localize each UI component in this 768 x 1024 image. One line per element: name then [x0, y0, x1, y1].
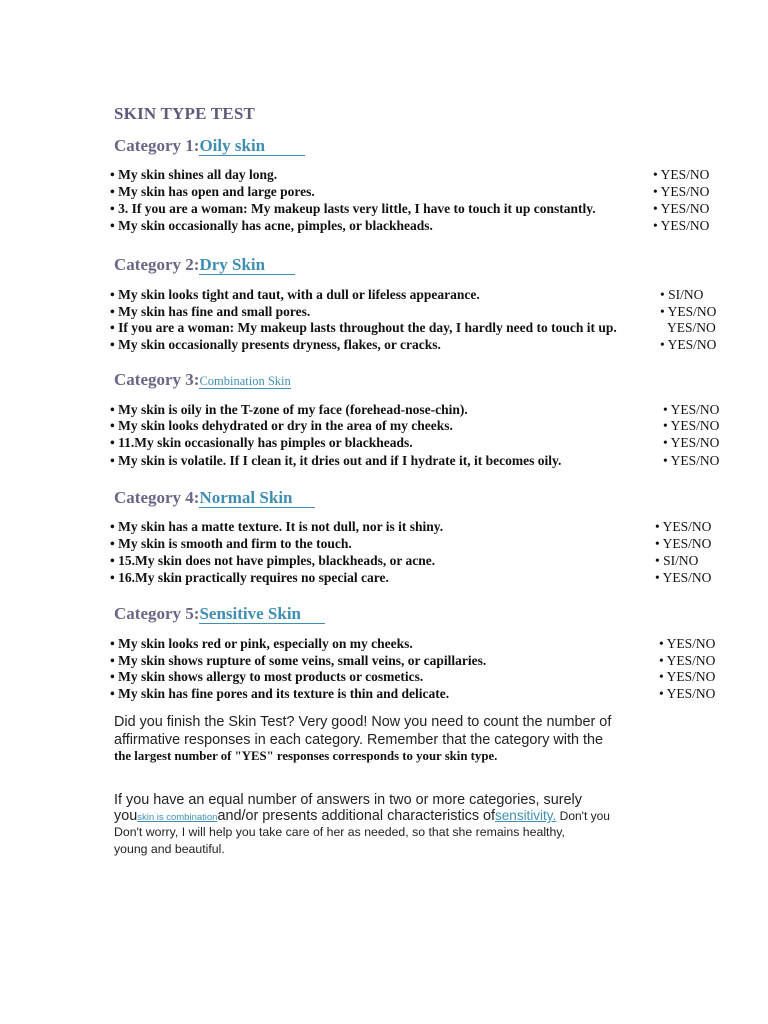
- answer-option: • YES/NO: [660, 337, 717, 352]
- answer-option: • YES/NO: [653, 218, 710, 233]
- question-text: • My skin occasionally has acne, pimples, or blackheads.: [110, 218, 433, 233]
- answer-option: • YES/NO: [660, 304, 717, 319]
- answer-option: • YES/NO: [653, 201, 710, 216]
- page-title: SKIN TYPE TEST: [114, 104, 256, 123]
- question-text: • 16.My skin practically requires no special care.: [110, 570, 389, 585]
- equal-paragraph-line-3: Don't worry, I will help you take care of her as needed, so that she remains healthy,: [114, 825, 565, 839]
- question-text: • My skin occasionally presents dryness, flakes, or cracks.: [110, 337, 441, 352]
- answer-option: • YES/NO: [653, 167, 710, 182]
- question-text: • My skin has fine and small pores.: [110, 304, 311, 319]
- answer-option: • YES/NO: [659, 669, 716, 684]
- answer-option: • YES/NO: [663, 453, 720, 468]
- question-text: • My skin has fine pores and its texture is thin and delicate.: [110, 686, 450, 701]
- category-3-prefix: Category 3:: [114, 370, 200, 389]
- category-3-name: Combination Skin: [199, 374, 291, 388]
- finish-paragraph-line-1: Did you finish the Skin Test? Very good! Now you need to count the number of: [114, 714, 612, 730]
- question-text: • 11.My skin occasionally has pimples or blackheads.: [110, 435, 413, 450]
- category-1-name: Oily skin: [199, 137, 305, 156]
- question-text: • My skin has open and large pores.: [110, 184, 315, 199]
- answer-option: • YES/NO: [659, 686, 716, 701]
- category-5-prefix: Category 5:: [114, 604, 200, 623]
- answer-option: • YES/NO: [659, 636, 716, 651]
- equal-text-and: and/or presents additional characteristics of: [217, 808, 496, 824]
- answer-option: • SI/NO: [660, 287, 704, 302]
- equal-paragraph-line-4: young and beautiful.: [114, 842, 225, 856]
- category-2-prefix: Category 2:: [114, 255, 200, 274]
- answer-option: • SI/NO: [655, 553, 699, 568]
- answer-option: • YES/NO: [659, 653, 716, 668]
- question-text: • My skin looks dehydrated or dry in the area of my cheeks.: [110, 418, 453, 433]
- equal-paragraph-line-1: If you have an equal number of answers in two or more categories, surely: [114, 792, 582, 808]
- category-3-heading: [114, 370, 291, 390]
- answer-option: • YES/NO: [653, 184, 710, 199]
- answer-option: • YES/NO: [655, 519, 712, 534]
- category-5-name: Sensitive Skin: [199, 605, 325, 624]
- category-2-name: Dry Skin: [199, 256, 295, 275]
- finish-paragraph-line-3: the largest number of "YES" responses corresponds to your skin type.: [114, 749, 498, 763]
- question-text: • My skin is volatile. If I clean it, it dries out and if I hydrate it, it becomes oily.: [110, 453, 562, 468]
- equal-text-you: you: [114, 808, 138, 824]
- category-5-heading: [114, 604, 325, 624]
- question-text: • My skin shows rupture of some veins, small veins, or capillaries.: [110, 653, 487, 668]
- category-2-heading: [114, 255, 295, 275]
- question-text: • My skin has a matte texture. It is not dull, nor is it shiny.: [110, 519, 444, 534]
- finish-paragraph-line-2: affirmative responses in each category. Remember that the category with the: [114, 732, 603, 748]
- question-text: • My skin shows allergy to most products or cosmetics.: [110, 669, 424, 684]
- category-1-heading: [114, 136, 305, 156]
- category-4-name: Normal Skin: [199, 489, 314, 508]
- question-text: • 3. If you are a woman: My makeup lasts very little, I have to touch it up constantly.: [110, 201, 596, 216]
- answer-option: • YES/NO: [663, 418, 720, 433]
- equal-paragraph-line-2: [114, 808, 610, 824]
- answer-option: • YES/NO: [663, 402, 720, 417]
- question-text: • My skin is smooth and firm to the touch.: [110, 536, 352, 551]
- answer-option: • YES/NO: [655, 570, 712, 585]
- answer-option: • YES/NO: [655, 536, 712, 551]
- question-text: • 15.My skin does not have pimples, blackheads, or acne.: [110, 553, 436, 568]
- question-text: • My skin is oily in the T-zone of my face (forehead-nose-chin).: [110, 402, 468, 417]
- equal-text-dont-you: Don't you: [556, 809, 610, 823]
- answer-option: • YES/NO: [663, 435, 720, 450]
- question-text: • My skin shines all day long.: [110, 167, 278, 182]
- combination-skin-link[interactable]: skin is combination: [137, 812, 218, 823]
- category-1-prefix: Category 1:: [114, 136, 200, 155]
- category-4-heading: [114, 488, 315, 508]
- question-text: • My skin looks tight and taut, with a dull or lifeless appearance.: [110, 287, 480, 302]
- question-text: • If you are a woman: My makeup lasts throughout the day, I hardly need to touch it up.: [110, 320, 617, 335]
- category-4-prefix: Category 4:: [114, 488, 200, 507]
- question-text: • My skin looks red or pink, especially on my cheeks.: [110, 636, 413, 651]
- sensitivity-link[interactable]: sensitivity.: [495, 808, 557, 823]
- answer-option: YES/NO: [667, 320, 716, 335]
